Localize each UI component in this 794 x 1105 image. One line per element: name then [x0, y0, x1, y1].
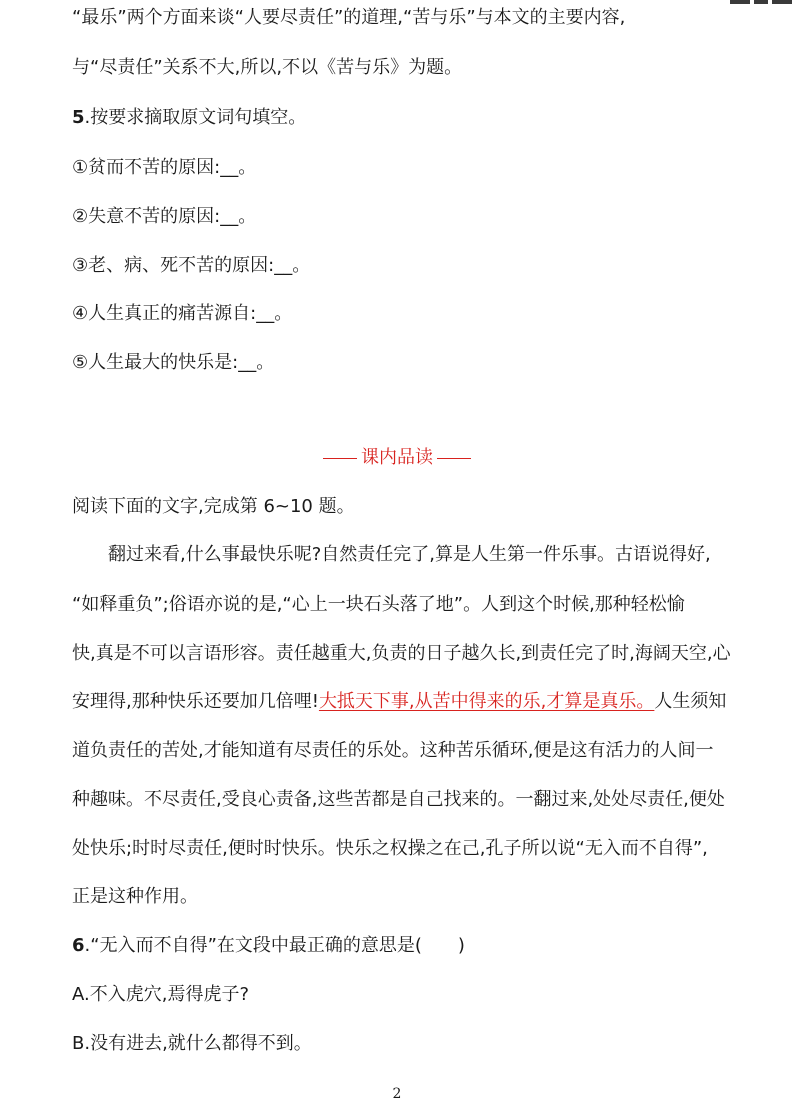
q5-item-3: ③老、病、死不苦的原因:__。 — [72, 255, 311, 276]
page-number: 2 — [392, 1086, 402, 1102]
question-5-text: .按要求摘取原文词句填空。 — [84, 107, 307, 128]
passage-line-4 — [72, 691, 726, 713]
previous-answer-line-1: “最乐”两个方面来谈“人要尽责任”的道理,“苦与乐”与本文的主要内容, — [72, 7, 626, 28]
question-5 — [72, 107, 306, 129]
marked-sentence: 大抵天下事,从苦中得来的乐,才算是真乐。 — [318, 691, 655, 712]
option-b: B.没有进去,就什么都得不到。 — [72, 1033, 312, 1054]
question-6-text: .“无入而不自得”在文段中最正确的意思是( ) — [84, 935, 465, 956]
q5-item-4: ④人生真正的痛苦源自:__。 — [72, 303, 293, 324]
passage-line-8: 正是这种作用。 — [72, 886, 198, 907]
option-a: A.不入虎穴,焉得虎子? — [72, 984, 249, 1005]
passage-line-5: 道负责任的苦处,才能知道有尽责任的乐处。这种苦乐循环,便是这有活力的人间一 — [72, 740, 714, 761]
section-title-text: 课内品读 — [361, 447, 433, 468]
reading-instruction: 阅读下面的文字,完成第 6~10 题。 — [72, 496, 355, 517]
q5-item-2: ②失意不苦的原因:__。 — [72, 206, 257, 227]
passage-line-7: 处快乐;时时尽责任,便时时快乐。快乐之权操之在己,孔子所以说“无入而不自得”, — [72, 838, 708, 859]
passage-line-6: 种趣味。不尽责任,受良心责备,这些苦都是自己找来的。一翻过来,处处尽责任,便处 — [72, 789, 725, 810]
passage-line-3: 快,真是不可以言语形容。责任越重大,负责的日子越久长,到责任完了时,海阔天空,心 — [72, 643, 731, 664]
corner-mark — [724, 0, 794, 10]
passage-line-4-start: 安理得,那种快乐还要加几倍哩! — [72, 691, 319, 712]
passage-line-4-end: 人生须知 — [654, 691, 727, 712]
passage-line-1: 翻过来看,什么事最快乐呢?自然责任完了,算是人生第一件乐事。古语说得好, — [108, 544, 711, 565]
q5-item-1: ①贫而不苦的原因:__。 — [72, 157, 257, 178]
previous-answer-line-2: 与“尽责任”关系不大,所以,不以《苦与乐》为题。 — [72, 57, 463, 78]
question-6 — [72, 935, 465, 957]
question-6-number: 6 — [72, 935, 85, 956]
question-5-number: 5 — [72, 107, 85, 128]
section-title — [0, 447, 794, 469]
q5-item-5: ⑤人生最大的快乐是:__。 — [72, 352, 275, 373]
passage-line-2: “如释重负”;俗语亦说的是,“心上一块石头落了地”。人到这个时候,那种轻松愉 — [72, 594, 685, 615]
